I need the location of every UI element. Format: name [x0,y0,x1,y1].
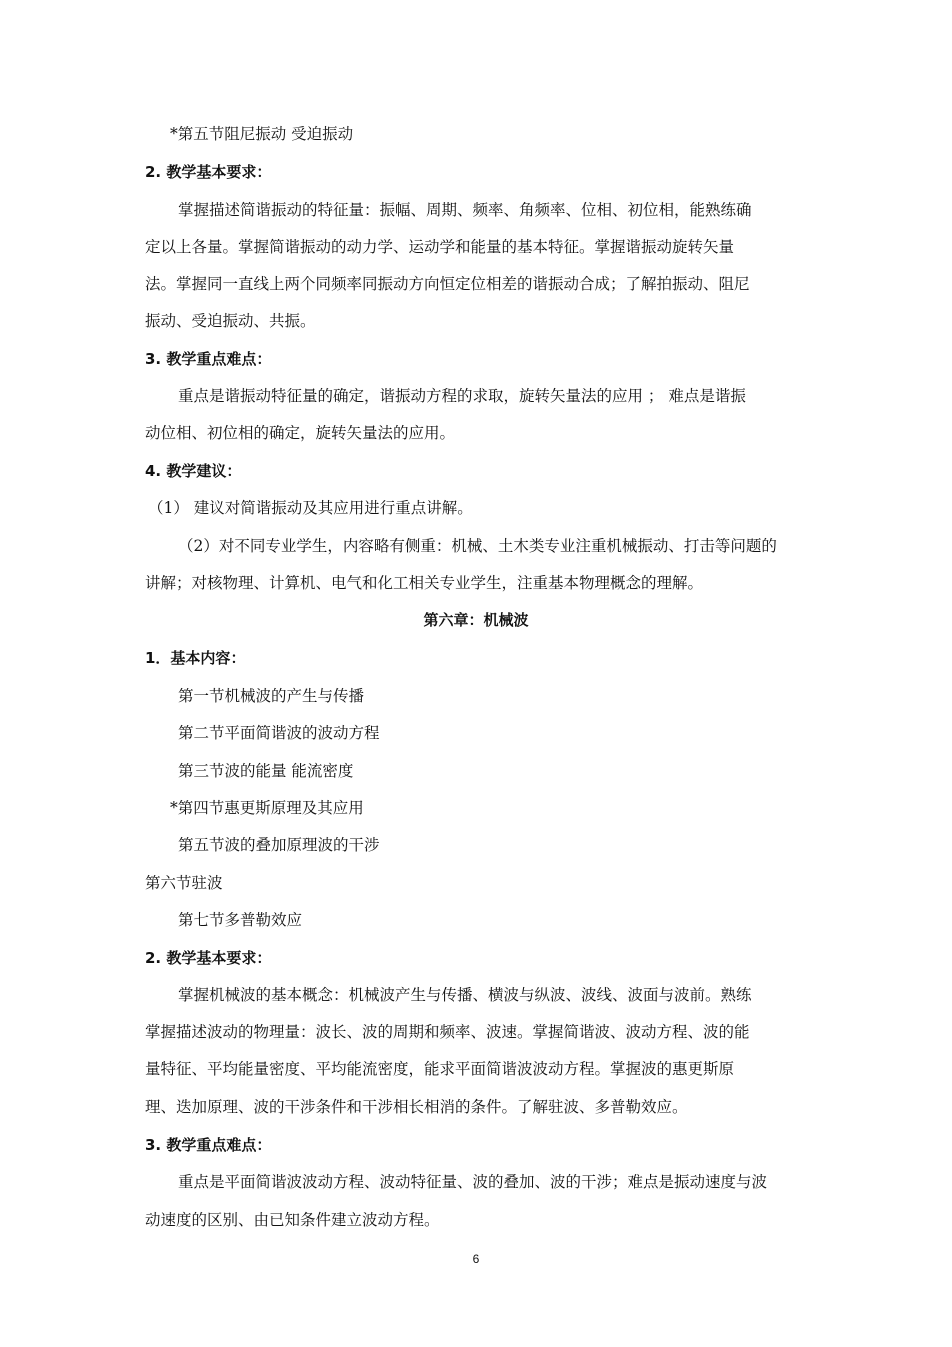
heading-basic-content: 1．基本内容： [145,649,246,667]
suggestion-item: （2）对不同专业学生，内容略有侧重：机械、土木类专业注重机械振动、打击等问题的 [178,537,777,555]
paragraph-line: 讲解；对核物理、计算机、电气和化工相关专业学生，注重基本物理概念的理解。 [145,574,704,592]
suggestion-item: （1） 建议对简谐振动及其应用进行重点讲解。 [148,499,473,517]
paragraph-line: 法。掌握同一直线上两个同频率同振动方向恒定位相差的谐振动合成；了解拍振动、阻尼 [145,275,750,293]
section-item: 第一节机械波的产生与传播 [178,687,365,705]
paragraph-line: 理、迭加原理、波的干涉条件和干涉相长相消的条件。了解驻波、多普勒效应。 [145,1098,688,1116]
paragraph-line: 掌握描述波动的物理量：波长、波的周期和频率、波速。掌握简谐波、波动方程、波的能 [145,1023,750,1041]
section-item: *第四节惠更斯原理及其应用 [170,799,364,817]
section-item: 第七节多普勒效应 [178,911,303,929]
chapter-title: 第六章：机械波 [423,611,529,629]
paragraph-line: 掌握机械波的基本概念：机械波产生与传播、横波与纵波、波线、波面与波前。熟练 [178,986,752,1004]
section-item: 第三节波的能量 能流密度 [178,762,354,780]
paragraph-line: 动速度的区别、由已知条件建立波动方程。 [145,1211,440,1229]
paragraph-line: 动位相、初位相的确定，旋转矢量法的应用。 [145,424,456,442]
page-number: 6 [472,1252,480,1266]
section-item: 第六节驻波 [145,874,223,892]
paragraph-line: 量特征、平均能量密度、平均能流密度，能求平面简谐波波动方程。掌握波的惠更斯原 [145,1060,735,1078]
paragraph-line: 重点是平面简谐波波动方程、波动特征量、波的叠加、波的干涉；难点是振动速度与波 [178,1173,768,1191]
section-item: 第五节波的叠加原理波的干涉 [178,836,380,854]
heading-suggestions: 4. 教学建议： [145,462,242,480]
heading-requirements: 2. 教学基本要求： [145,163,272,181]
section-item: 第二节平面简谐波的波动方程 [178,724,380,742]
section-5-item: *第五节阻尼振动 受迫振动 [170,125,354,143]
paragraph-line: 重点是谐振动特征量的确定，谐振动方程的求取，旋转矢量法的应用 ； 难点是谐振 [178,387,746,405]
heading-key-points: 3. 教学重点难点： [145,350,272,368]
heading-requirements: 2. 教学基本要求： [145,949,272,967]
paragraph-line: 定以上各量。掌握简谐振动的动力学、运动学和能量的基本特征。掌握谐振动旋转矢量 [145,238,735,256]
heading-key-points: 3. 教学重点难点： [145,1136,272,1154]
paragraph-line: 掌握描述简谐振动的特征量：振幅、周期、频率、角频率、位相、初位相，能熟练确 [178,201,752,219]
paragraph-line: 振动、受迫振动、共振。 [145,312,316,330]
